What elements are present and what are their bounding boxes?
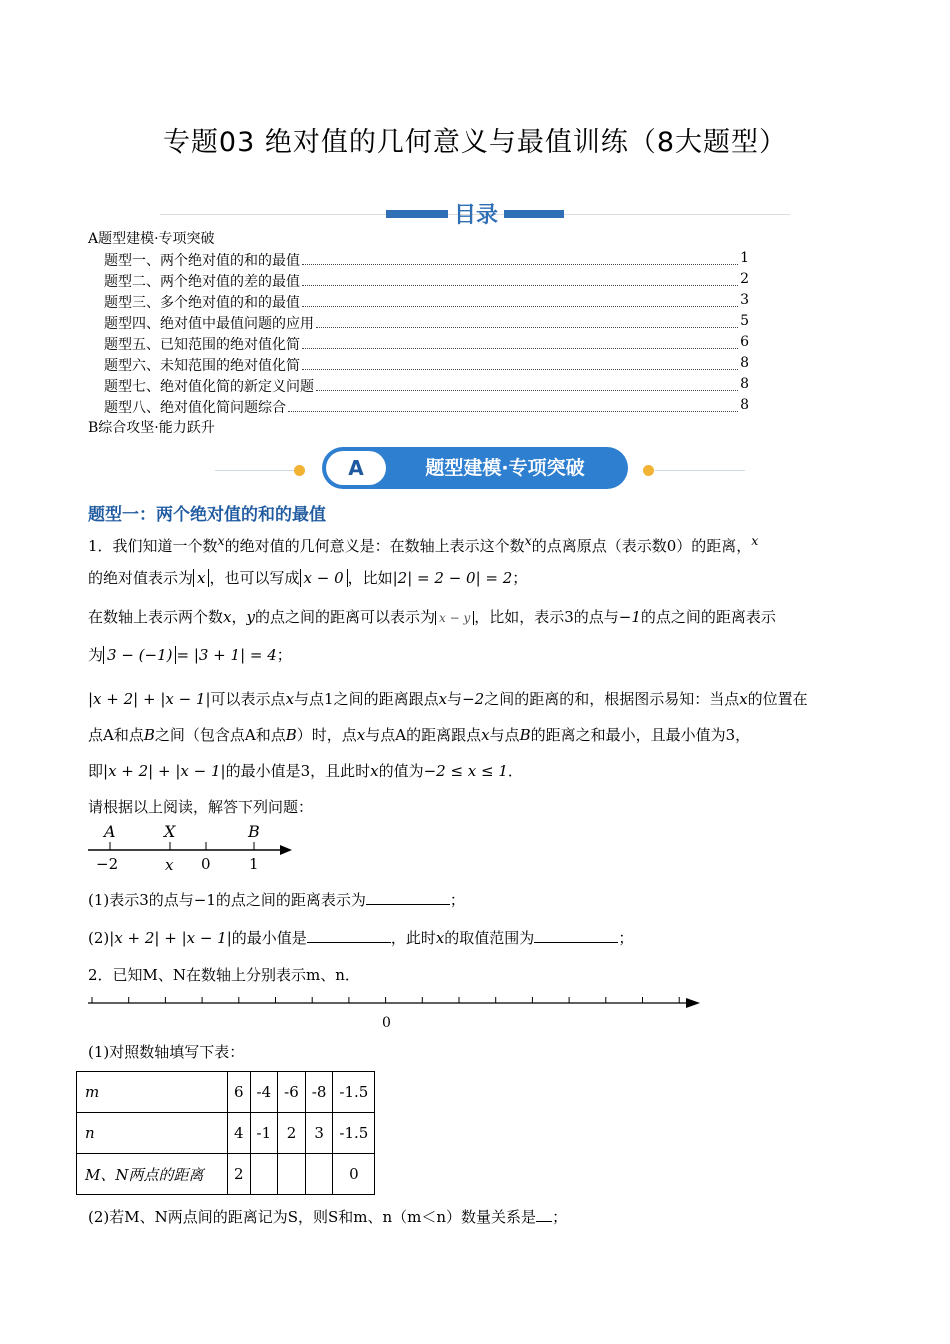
numline-tick-neg2: −2 [96,855,119,873]
q1-line7: 即|x + 2| + |x − 1|的最小值是3，且此时x的值为−2 ≤ x ≤ 1． [88,762,523,780]
q1-line5: |x + 2| + |x − 1|可以表示点x与点1之间的距离跟点x与−2之间的距离的和，根据图示易知：当点x的位置在 [88,690,808,708]
toc-item-page: 8 [740,376,749,392]
toc-leader [316,376,738,391]
table-row [77,1113,375,1154]
toc-leader [302,271,738,286]
table-cell: 2 [228,1154,251,1195]
numline-label-b: B [248,822,260,841]
toc-item-label: 题型二、两个绝对值的差的最值 [104,274,300,290]
toc-item-label: 题型七、绝对值化简的新定义问题 [104,379,314,395]
answer-blank-2[interactable] [307,942,391,943]
table-cell: -4 [250,1072,278,1113]
table-cell: 6 [228,1072,251,1113]
table-row-head: M、N两点的距离 [77,1154,228,1195]
toc-item-label: 题型六、未知范围的绝对值化简 [104,358,300,374]
banner-text: 题型建模·专项突破 [425,457,585,479]
toc-item-page: 3 [740,292,749,308]
toc-item-page: 6 [740,334,749,350]
toc-leader [288,397,738,412]
toc-item-label: 题型五、已知范围的绝对值化简 [104,337,300,353]
toc-item-page: 2 [740,271,749,287]
table-cell: -6 [278,1072,306,1113]
toc-part-a[interactable]: A题型建模·专项突破 [88,231,215,247]
numline-label-x: X [164,822,176,841]
toc-item-page: 8 [740,397,749,413]
table-cell: 4 [228,1113,251,1154]
toc-item-page: 5 [740,313,749,329]
toc-item[interactable] [104,334,749,354]
toc-leader [302,334,738,349]
toc-item-label: 题型八、绝对值化简问题综合 [104,400,286,416]
table-cell: -1.5 [333,1113,375,1154]
q2-number-axis [86,990,706,1030]
q2-table [76,1071,375,1195]
numline-tick-1: 1 [249,855,259,873]
table-cell: 2 [278,1113,306,1154]
page-title: 专题03 绝对值的几何意义与最值训练（8大题型） [162,127,788,158]
table-row [77,1072,375,1113]
toc-leader [302,292,738,307]
q1-line4: 为 3 − (−1) = |3 + 1| = 4； [88,646,292,664]
table-row [77,1154,375,1195]
q2-sub2: (2)若M、N两点间的距离记为S，则S和m、n（m＜n）数量关系是 ； [88,1208,568,1226]
answer-blank-3[interactable] [534,942,618,943]
q1-sub2: (2)|x + 2| + |x − 1|的最小值是 ，此时x的取值范围为 ； [88,929,634,947]
table-cell[interactable] [250,1154,278,1195]
toc-leader [302,250,738,265]
decor-dot-left [294,465,305,476]
numline-tick-0: 0 [201,855,211,873]
toc-item[interactable] [104,397,749,417]
number-line-figure [86,820,296,874]
table-cell: -1 [250,1113,278,1154]
decor-dot-right [643,465,654,476]
q2-axis-zero: 0 [382,1015,391,1030]
table-cell: -8 [305,1072,333,1113]
toc-item[interactable] [104,271,749,291]
toc-item[interactable] [104,355,749,375]
toc-part-b[interactable]: B综合攻坚·能力跃升 [88,420,215,436]
toc-item[interactable] [104,376,749,396]
toc-leader [316,313,738,328]
numline-label-a: A [104,822,116,841]
toc-item[interactable] [104,292,749,312]
table-cell: 0 [333,1154,375,1195]
table-cell[interactable] [278,1154,306,1195]
numline-tick-x: x [165,856,174,874]
q1-line1: 1．我们知道一个数$^x$的绝对值的几何意义是：在数轴上表示这个数$^x$的点离原点（表示数0）的距离，$^x$ [88,533,759,555]
toc-item-label: 题型一、两个绝对值的和的最值 [104,253,300,269]
section-title: 题型一：两个绝对值的和的最值 [88,505,326,525]
toc-item-label: 题型四、绝对值中最值问题的应用 [104,316,314,332]
toc-header [0,198,950,232]
toc-item[interactable] [104,250,749,270]
section-banner [322,447,628,489]
toc-item[interactable] [104,313,749,333]
q1-line6: 点A和点B之间（包含点A和点B）时，点x与点A的距离跟点x与点B的距离之和最小，且最小值为3， [88,726,751,744]
q1-prompt: 请根据以上阅读，解答下列问题： [88,798,314,816]
q1-line2: 的绝对值表示为 x ，也可以写成 x − 0 ，比如|2| = 2 − 0| = 2； [88,569,528,587]
table-cell: -1.5 [333,1072,375,1113]
banner-letter: A [326,451,386,485]
q2-stem: 2．已知M、N在数轴上分别表示m、n． [88,966,360,984]
answer-blank-1[interactable] [366,904,450,905]
table-row-head: m [77,1072,228,1113]
q2-sub1: (1)对照数轴填写下表： [88,1043,245,1061]
table-cell[interactable] [305,1154,333,1195]
toc-leader [302,355,738,370]
toc-item-label: 题型三、多个绝对值的和的最值 [104,295,300,311]
table-row-head: n [77,1113,228,1154]
q1-sub1: (1)表示3的点与−1的点之间的距离表示为 ； [88,891,465,909]
table-cell: 3 [305,1113,333,1154]
answer-blank-4[interactable] [536,1221,552,1222]
q1-line3: 在数轴上表示两个数x，y的点之间的距离可以表示为 x − y ，比如，表示3的点与−1的点之间的距离表示 [88,608,776,626]
toc-item-page: 8 [740,355,749,371]
toc-item-page: 1 [740,250,749,266]
toc-heading: 目录 [453,203,498,228]
